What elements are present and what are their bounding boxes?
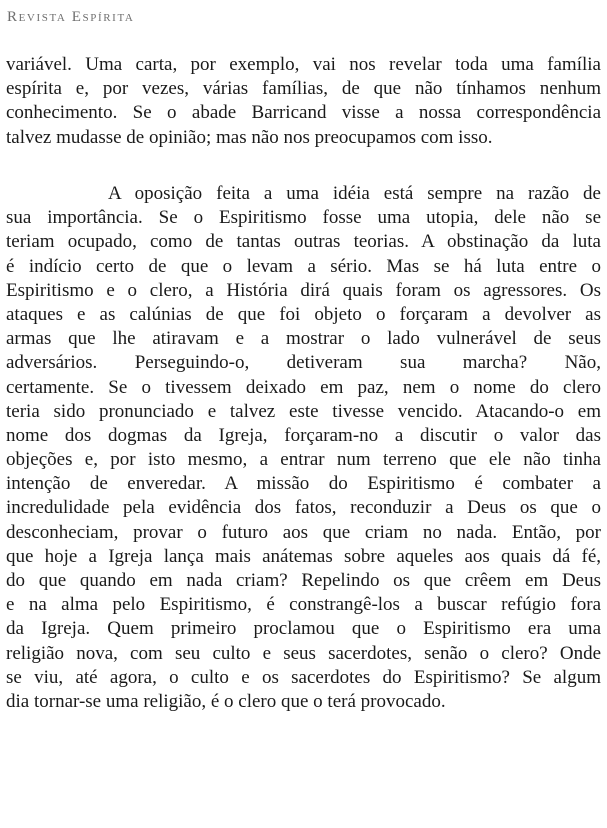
text-line: que hoje a Igreja lança mais anátemas sobre aqueles aos quais dá fé, bbox=[6, 545, 601, 567]
text-line: armas que lhe atiravam e a mostrar o lado vulnerável de seus bbox=[6, 328, 601, 350]
text-line: ataques e as calúnias de que foi objeto o forçaram a devolver as bbox=[6, 303, 601, 325]
text-line: Espiritismo e o clero, a História dirá quais foram os agressores. Os bbox=[6, 279, 601, 301]
text-line: intenção de enveredar. A missão do Espiritismo é combater a bbox=[6, 473, 601, 495]
text-line: da Igreja. Quem primeiro proclamou que o Espiritismo era uma bbox=[6, 618, 601, 640]
text-line: dia tornar-se uma religião, é o clero que o terá provocado. bbox=[6, 690, 446, 712]
text-line: objeções e, por isto mesmo, a entrar num terreno que ele não tinha bbox=[6, 449, 601, 471]
paragraph-1 bbox=[6, 53, 601, 150]
running-header: Revista Espírita bbox=[7, 9, 135, 25]
text-line: talvez mudasse de opinião; mas não nos preocupamos com isso. bbox=[6, 126, 493, 148]
text-line: e na alma pelo Espiritismo, é constrangê-los a buscar refúgio fora bbox=[6, 594, 601, 616]
text-line: incredulidade pela evidência dos fatos, reconduzir a Deus os que o bbox=[6, 497, 601, 519]
text-line: se viu, até agora, o culto e os sacerdotes do Espiritismo? Se algum bbox=[6, 666, 601, 688]
text-line: certamente. Se o tivessem deixado em paz, nem o nome do clero bbox=[6, 376, 601, 398]
text-line: é indício certo de que o levam a sério. Mas se há luta entre o bbox=[6, 255, 601, 277]
text-line: teriam ocupado, como de tantas outras teorias. A obstinação da luta bbox=[6, 231, 601, 253]
paragraph-2 bbox=[6, 182, 601, 714]
text-line: espírita e, por vezes, várias famílias, de que não tínhamos nenhum bbox=[6, 78, 601, 100]
text-line: nome dos dogmas da Igreja, forçaram-no a discutir o valor das bbox=[6, 424, 601, 446]
text-line: adversários. Perseguindo-o, detiveram sua marcha? Não, bbox=[6, 352, 601, 374]
text-line: sua importância. Se o Espiritismo fosse uma utopia, dele não se bbox=[6, 207, 601, 229]
text-line: A oposição feita a uma idéia está sempre na razão de bbox=[108, 183, 601, 204]
text-line: religião nova, com seu culto e seus sacerdotes, senão o clero? Onde bbox=[6, 642, 601, 664]
text-line: do que quando em nada criam? Repelindo os que crêem em Deus bbox=[6, 570, 601, 591]
text-line: conhecimento. Se o abade Barricand visse a nossa correspondência bbox=[6, 102, 601, 124]
text-line: variável. Uma carta, por exemplo, vai nos revelar toda uma família bbox=[6, 54, 601, 75]
text-line: teria sido pronunciado e talvez este tivesse vencido. Atacando-o em bbox=[6, 400, 601, 422]
text-line: desconheciam, provar o futuro aos que criam no nada. Então, por bbox=[6, 521, 601, 543]
